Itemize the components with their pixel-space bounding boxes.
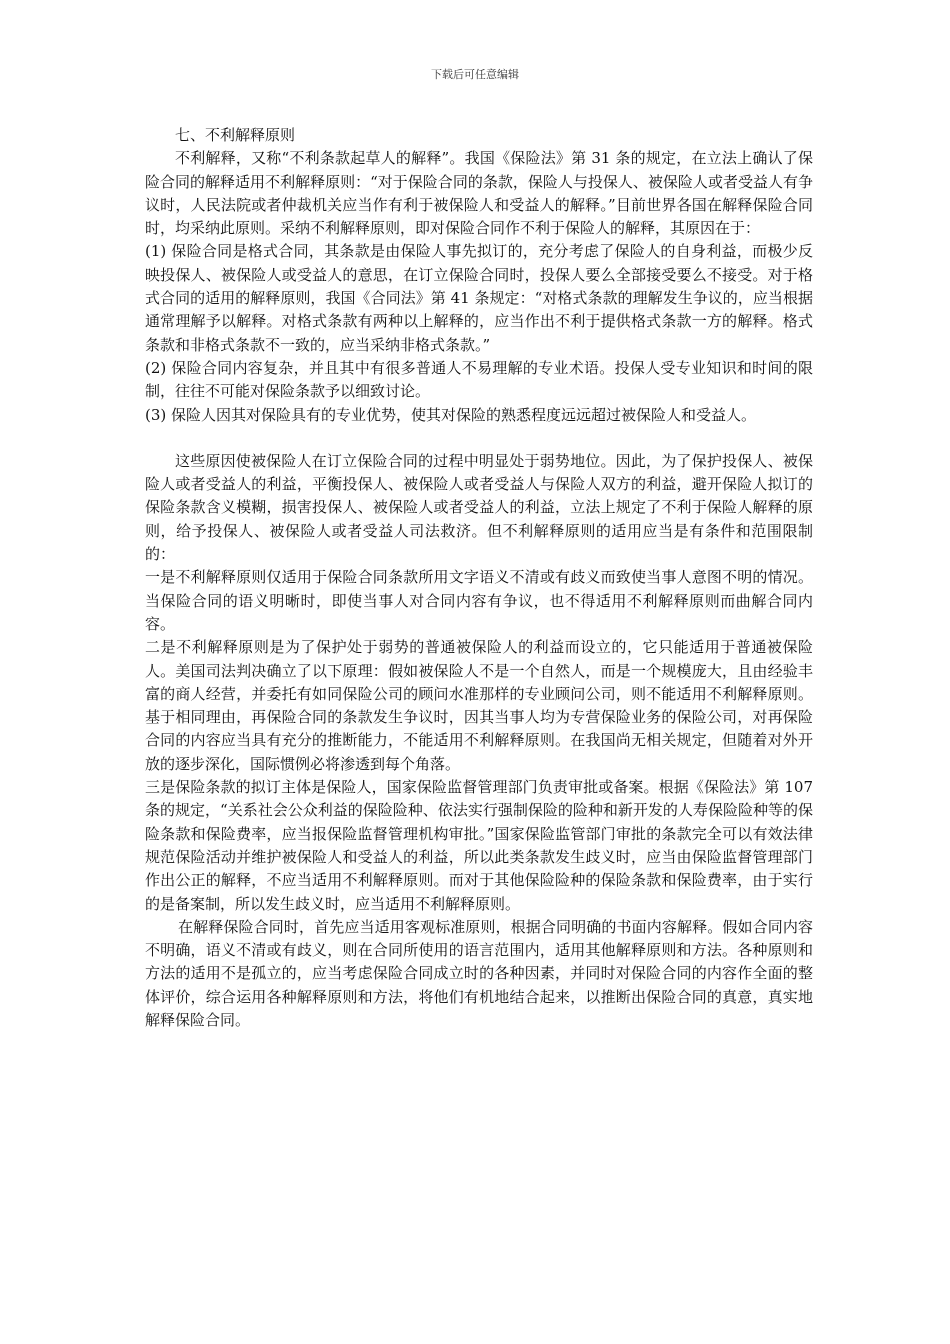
weak-position-paragraph: 这些原因使被保险人在订立保险合同的过程中明显处于弱势地位。因此，为了保护投保人、被保险人或者受益人的利益，平衡投保人、被保险人或者受益人与保险人双方的利益，避开保险人拟订的保险条款含义模糊，损害投保人、被保险人或者受益人的利益，立法上规定了不利于保险人解释的原则，给予投保人、被保险人或者受益人司法救济。但不利解释原则的适用应当是有条件和范围限制的：: [145, 451, 813, 564]
reason-item: (1) 保险合同是格式合同，其条款是由保险人事先拟订的，充分考虑了保险人的自身利益，而极少反映投保人、被保险人或受益人的意思，在订立保险合同时，投保人要么全部接受要么不接受。对于格式合同的适用的解释原则，我国《合同法》第 41 条规定：“对格式条款的理解发生争议的，应当根据通常理解予以解释。对格式条款有两种以上解释的，应当作出不利于提供格式条款一方的解释。格式条款和非格式条款不一致的，应当采纳非格式条款。”: [145, 242, 813, 354]
page-header: 下载后可任意编辑: [431, 68, 519, 81]
limit-item: 二是不利解释原则是为了保护处于弱势的普通被保险人的利益而设立的，它只能适用于普通被保险人。美国司法判决确立了以下原理：假如被保险人不是一个自然人，而是一个规模庞大，且由经验丰富的商人经营，并委托有如同保险公司的顾问水准那样的专业顾问公司，则不能适用不利解释原则。基于相同理由，再保险合同的条款发生争议时，因其当事人均为专营保险业务的保险公司，对再保险合同的内容应当具有充分的推断能力，不能适用不利解释原则。在我国尚无相关规定，但随着对外开放的逐步深化，国际惯例必将渗透到每个角落。: [145, 638, 813, 773]
paragraph-gap: [145, 427, 813, 450]
document-body: [145, 124, 813, 1032]
conclusion-paragraph: 在解释保险合同时，首先应当适用客观标准原则，根据合同明确的书面内容解释。假如合同内容不明确，语义不清或有歧义，则在合同所使用的语言范围内，适用其他解释原则和方法。各种原则和方法的适用不是孤立的，应当考虑保险合同成立时的各种因素，并同时对保险合同的内容作全面的整体评价，综合运用各种解释原则和方法，将他们有机地结合起来，以推断出保险合同的真意，真实地解释保险合同。: [145, 917, 813, 1029]
section-heading: 七、不利解释原则: [175, 126, 296, 144]
intro-paragraph: 不利解释，又称“不利条款起草人的解释”。我国《保险法》第 31 条的规定，在立法上确认了保险合同的解释适用不利解释原则：“对于保险合同的条款，保险人与投保人、被保险人或者受益人有争议时，人民法院或者仲裁机关应当作有利于被保险人和受益人的解释。”目前世界各国在解释保险合同时，均采纳此原则。采纳不利解释原则，即对保险合同作不利于保险人的解释，其原因在于：: [145, 149, 813, 238]
limit-item: 三是保险条款的拟订主体是保险人，国家保险监督管理部门负责审批或备案。根据《保险法》第 107 条的规定，“关系社会公众利益的保险险种、依法实行强制保险的险种和新开发的人寿保险险种等的保险条款和保险费率，应当报保险监督管理机构审批。”国家保险监管部门审批的条款完全可以有效法律规范保险活动并维护被保险人和受益人的利益，所以此类条款发生歧义时，应当由保险监督管理部门作出公正的解释，不应当适用不利解释原则。而对于其他保险险种的保险条款和保险费率，由于实行的是备案制，所以发生歧义时，应当适用不利解释原则。: [145, 778, 813, 913]
reason-item: (2) 保险合同内容复杂，并且其中有很多普通人不易理解的专业术语。投保人受专业知识和时间的限制，往往不可能对保险条款予以细致讨论。: [145, 358, 813, 401]
reason-item: (3) 保险人因其对保险具有的专业优势，使其对保险的熟悉程度远远超过被保险人和受益人。: [145, 405, 757, 424]
limit-item: 一是不利解释原则仅适用于保险合同条款所用文字语义不清或有歧义而致使当事人意图不明的情况。当保险合同的语义明晰时，即使当事人对合同内容有争议，也不得适用不利解释原则而曲解合同内容。: [145, 568, 813, 633]
